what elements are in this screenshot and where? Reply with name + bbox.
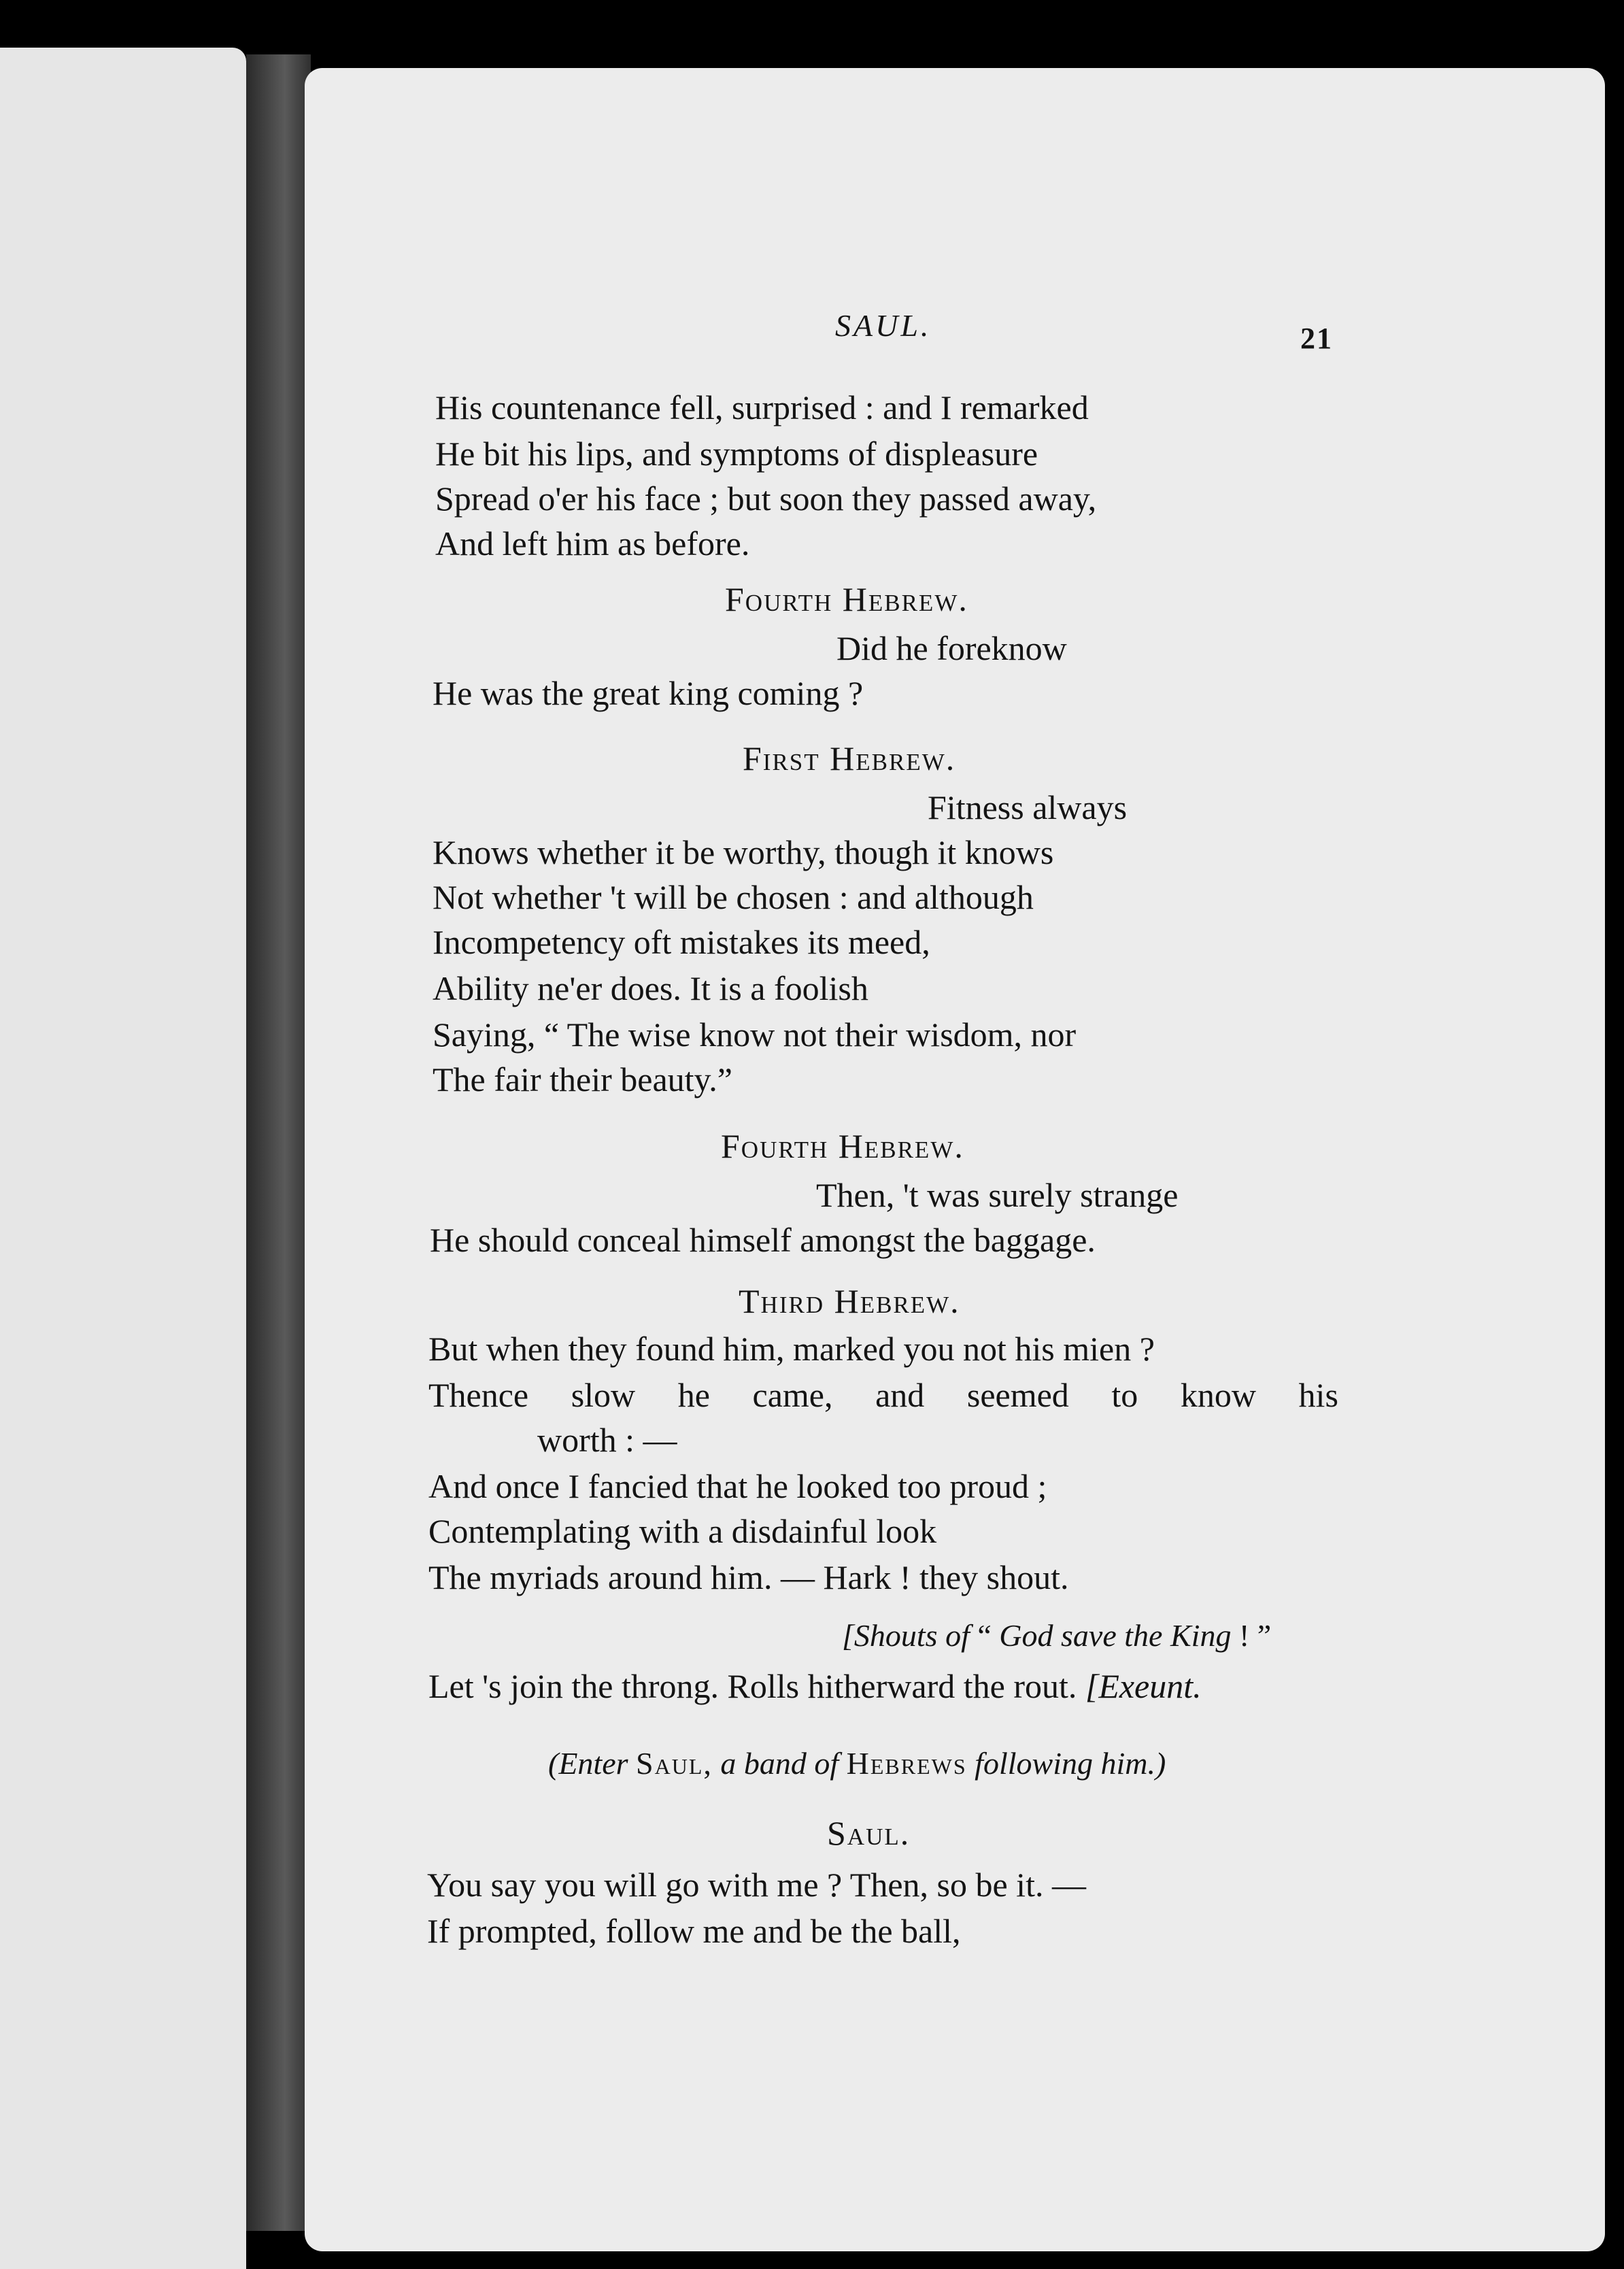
word: Thence: [428, 1376, 529, 1414]
word: to: [1111, 1376, 1138, 1414]
verse-line: Spread o'er his face ; but soon they passed away,: [435, 480, 1097, 518]
word: his: [1298, 1376, 1338, 1414]
verse-line: Incompetency oft mistakes its meed,: [433, 923, 930, 961]
verse-line: Then, 't was surely strange: [816, 1176, 1179, 1214]
word: slow: [571, 1376, 636, 1414]
speaker-heading: First Hebrew.: [743, 739, 956, 777]
verse-line: He bit his lips, and symptoms of displeasure: [435, 435, 1038, 473]
justified-words: [428, 1378, 1338, 1412]
verse-line: worth : —: [537, 1421, 677, 1459]
verse-line: Ability ne'er does. It is a foolish: [433, 969, 868, 1007]
verse-line: But when they found him, marked you not his mien ?: [428, 1330, 1155, 1368]
verse-line: Did he foreknow: [836, 629, 1067, 667]
verse-line: If prompted, follow me and be the ball,: [427, 1912, 961, 1950]
page-number: 21: [1300, 322, 1333, 355]
verse-line: Let 's join the throng. Rolls hitherward the rout. [Exeunt.: [428, 1667, 1202, 1705]
verse-line: The myriads around him. — Hark ! they shout.: [428, 1558, 1069, 1596]
word: came,: [752, 1376, 833, 1414]
verse-line-justified: [428, 1378, 1338, 1412]
facing-page: [0, 48, 246, 2269]
verse-line: Knows whether it be worthy, though it knows: [433, 833, 1054, 871]
verse-line: He was the great king coming ?: [433, 674, 864, 712]
verse-line: Not whether 't will be chosen : and although: [433, 878, 1034, 916]
verse-line: And left him as before.: [435, 524, 750, 562]
verse-line: The fair their beauty.”: [433, 1060, 732, 1098]
verse-line: His countenance fell, surprised : and I remarked: [435, 388, 1089, 426]
book-gutter: [246, 54, 311, 2231]
verse-line: You say you will go with me ? Then, so be it. —: [427, 1866, 1086, 1904]
speaker-heading: Third Hebrew.: [739, 1282, 960, 1320]
verse-line: And once I fancied that he looked too proud ;: [428, 1467, 1047, 1505]
word: know: [1180, 1376, 1256, 1414]
stage-direction: [Shouts of “ God save the King ! ”: [842, 1618, 1272, 1653]
speaker-heading: Fourth Hebrew.: [725, 580, 968, 618]
word: he: [677, 1376, 710, 1414]
speaker-heading: Saul.: [827, 1814, 911, 1852]
word: seemed: [966, 1376, 1069, 1414]
verse-line: Contemplating with a disdainful look: [428, 1512, 937, 1550]
verse-line: He should conceal himself amongst the baggage.: [430, 1221, 1096, 1259]
stage-direction: (Enter Saul, a band of Hebrews following him.): [548, 1746, 1166, 1781]
running-head: SAUL.: [835, 308, 932, 343]
word: and: [875, 1376, 925, 1414]
verse-line: Fitness always: [928, 788, 1128, 826]
speaker-heading: Fourth Hebrew.: [721, 1127, 964, 1165]
verse-line: Saying, “ The wise know not their wisdom, nor: [433, 1015, 1077, 1054]
